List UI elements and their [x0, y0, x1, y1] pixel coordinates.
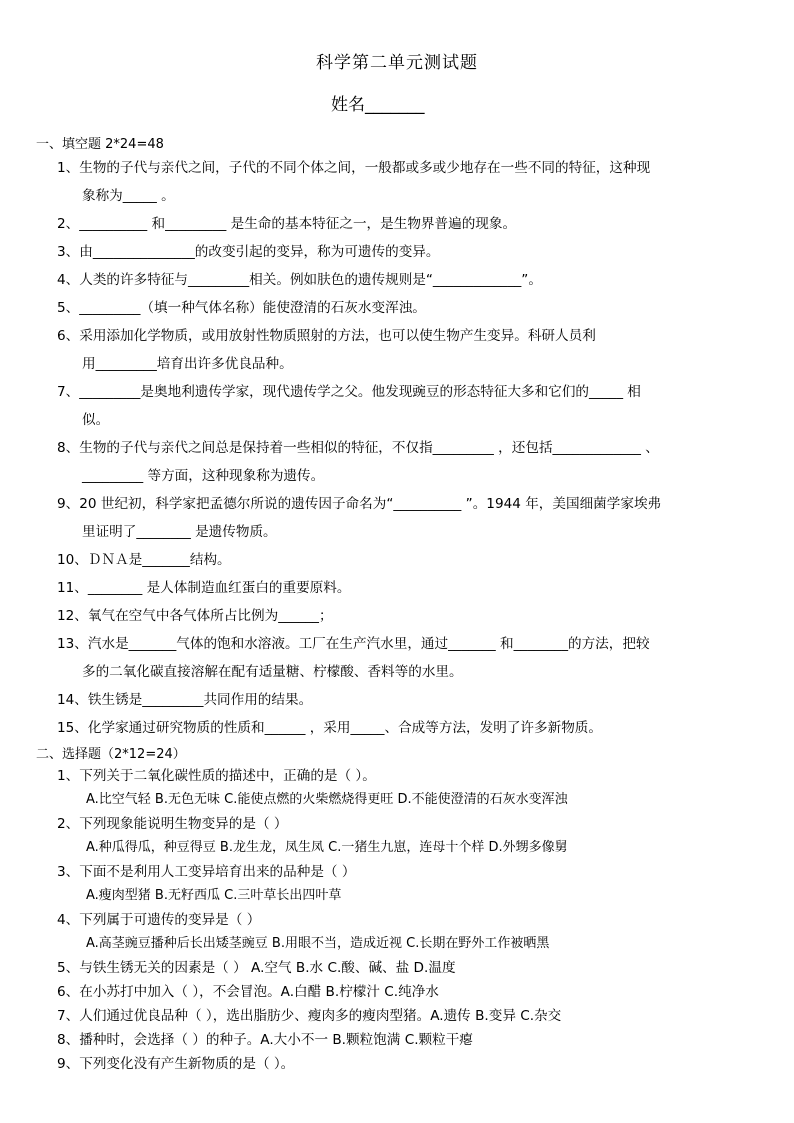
question-line: 14、铁生锈是_________共同作用的结果。: [57, 692, 313, 708]
question-line: 13、汽水是_______气体的饱和水溶液。工厂在生产汽水里，通过_______ 和________的方法，把较: [57, 636, 650, 652]
question-line: 6、采用添加化学物质，或用放射性物质照射的方法，也可以使生物产生变异。科研人员利: [57, 328, 596, 344]
question-line: 7、_________是奥地利遗传学家，现代遗传学之父。他发现豌豆的形态特征大多和它们的_____ 相: [57, 384, 641, 400]
page-title: 科学第二单元测试题: [316, 53, 478, 73]
section-heading-multiple-choice: 二、选择题（2*12=24）: [36, 747, 186, 762]
question-line: 15、化学家通过研究物质的性质和______ ，采用_____、合成等方法，发明了许多新物质。: [57, 720, 602, 736]
question-line: 9、20 世纪初，科学家把孟德尔所说的遗传因子命名为“__________ ”。1944 年，美国细菌学家埃弗: [57, 496, 662, 512]
question-line: 1、下列关于二氧化碳性质的描述中，正确的是（ ）。: [57, 768, 376, 784]
question-line: 5、与铁生锈无关的因素是（ ） A.空气 B.水 C.酸、碱、盐 D.温度: [57, 960, 456, 976]
question-line: 10、ＤＮＡ是_______结构。: [57, 552, 231, 568]
question-line: 4、人类的许多特征与_________相关。例如肤色的遗传规则是“_____________”。: [57, 272, 542, 288]
question-line: 6、在小苏打中加入（ ），不会冒泡。A.白醋 B.柠檬汁 C.纯净水: [57, 984, 439, 1000]
answer-options: A.比空气轻 B.无色无味 C.能使点燃的火柴燃烧得更旺 D.不能使澄清的石灰水变浑浊: [86, 792, 568, 807]
question-line: _________ 等方面，这种现象称为遗传。: [82, 468, 325, 484]
question-line: 4、下列属于可遗传的变异是（ ）: [57, 912, 261, 928]
question-line: 7、人们通过优良品种（ ），选出脂肪少、瘦肉多的瘦肉型猪。A.遗传 B.变异 C.杂交: [57, 1008, 562, 1024]
question-line: 象称为_____ 。: [82, 188, 175, 204]
section-heading-fill-blank: 一、填空题 2*24=48: [36, 137, 164, 152]
question-line: 9、下列变化没有产生新物质的是（ ）。: [57, 1056, 295, 1072]
question-line: 2、__________ 和_________ 是生命的基本特征之一，是生物界普遍的现象。: [57, 216, 517, 232]
answer-options: A.高茎豌豆播种后长出矮茎豌豆 B.用眼不当，造成近视 C.长期在野外工作被晒黑: [86, 936, 550, 951]
question-line: 8、播种时，会选择（ ）的种子。A.大小不一 B.颗粒饱满 C.颗粒干瘪: [57, 1032, 473, 1048]
question-line: 8、生物的子代与亲代之间总是保持着一些相似的特征，不仅指_________ ，还包括_____________ 、: [57, 440, 659, 456]
question-line: 3、下面不是利用人工变异培育出来的品种是（ ）: [57, 864, 356, 880]
question-line: 多的二氧化碳直接溶解在配有适量糖、柠檬酸、香料等的水里。: [82, 664, 463, 680]
question-line: 11、________ 是人体制造血红蛋白的重要原料。: [57, 580, 351, 596]
question-line: 似。: [82, 412, 110, 428]
question-line: 里证明了________ 是遗传物质。: [82, 524, 277, 540]
name-field-label: 姓名_______: [331, 95, 425, 115]
answer-options: A.瘦肉型猪 B.无籽西瓜 C.三叶草长出四叶草: [86, 888, 342, 903]
question-line: 用_________培育出许多优良品种。: [82, 356, 293, 372]
question-line: 5、_________（填一种气体名称）能使澄清的石灰水变浑浊。: [57, 300, 426, 316]
question-line: 1、生物的子代与亲代之间，子代的不同个体之间，一般都或多或少地存在一些不同的特征，这种现: [57, 160, 651, 176]
question-line: 2、下列现象能说明生物变异的是（ ）: [57, 816, 288, 832]
question-line: 12、氧气在空气中各气体所占比例为______；: [57, 608, 333, 624]
answer-options: A.种瓜得瓜，种豆得豆 B.龙生龙，凤生凤 C.一猪生九崽，连母十个样 D.外甥多像舅: [86, 840, 568, 855]
question-line: 3、由_______________的改变引起的变异，称为可遗传的变异。: [57, 244, 440, 260]
